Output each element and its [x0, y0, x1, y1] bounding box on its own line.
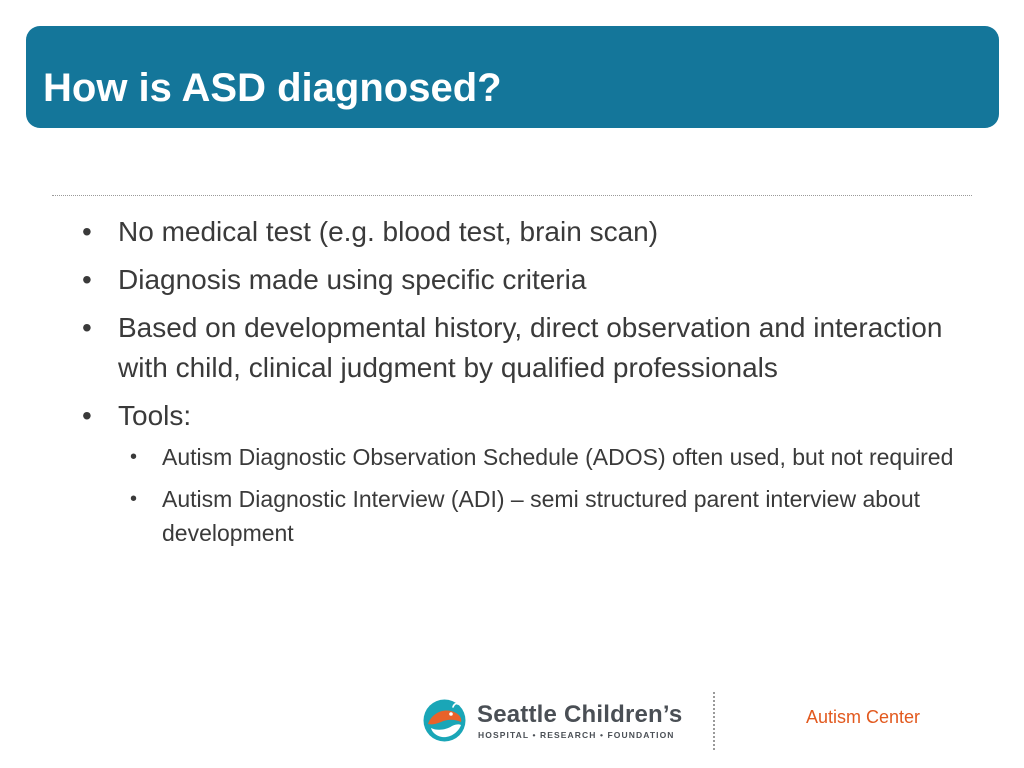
sub-bullet-item: [72, 440, 972, 474]
bullet-text: Tools:: [118, 400, 192, 431]
sub-bullet-text: Autism Diagnostic Observation Schedule (ADOS) often used, but not required: [162, 444, 954, 470]
slide-title: How is ASD diagnosed?: [43, 66, 502, 110]
bullet-item: [72, 308, 972, 388]
bullet-dot: •: [82, 400, 92, 431]
title-divider: [52, 195, 972, 196]
bullet-item: [72, 212, 972, 252]
bullet-list: [72, 212, 972, 558]
department-label: Autism Center: [806, 707, 921, 727]
sub-bullet-item: [72, 482, 972, 550]
bullet-text: Diagnosis made using specific criteria: [118, 264, 587, 295]
bullet-item: [72, 260, 972, 300]
bullet-text: No medical test (e.g. blood test, brain scan): [118, 216, 659, 247]
logo-tagline: HOSPITAL • RESEARCH • FOUNDATION: [478, 730, 675, 740]
sub-bullet-text: Autism Diagnostic Interview (ADI) – semi structured parent interview about development: [162, 486, 921, 546]
bullet-dot: •: [82, 312, 92, 343]
whale-logo-icon: [422, 698, 467, 743]
bullet-item: [72, 396, 972, 436]
bullet-text: Based on developmental history, direct observation and interaction with child, clinical judgment by qualified professionals: [118, 312, 943, 383]
footer-divider: [713, 692, 715, 750]
bullet-dot: •: [82, 264, 92, 295]
bullet-dot: •: [82, 216, 92, 247]
sub-bullet-dot: •: [130, 446, 138, 468]
sub-bullet-dot: •: [130, 488, 138, 510]
title-bar: [26, 26, 999, 128]
logo-name: Seattle Children’s: [477, 701, 683, 728]
seattle-childrens-logo: [422, 695, 697, 747]
